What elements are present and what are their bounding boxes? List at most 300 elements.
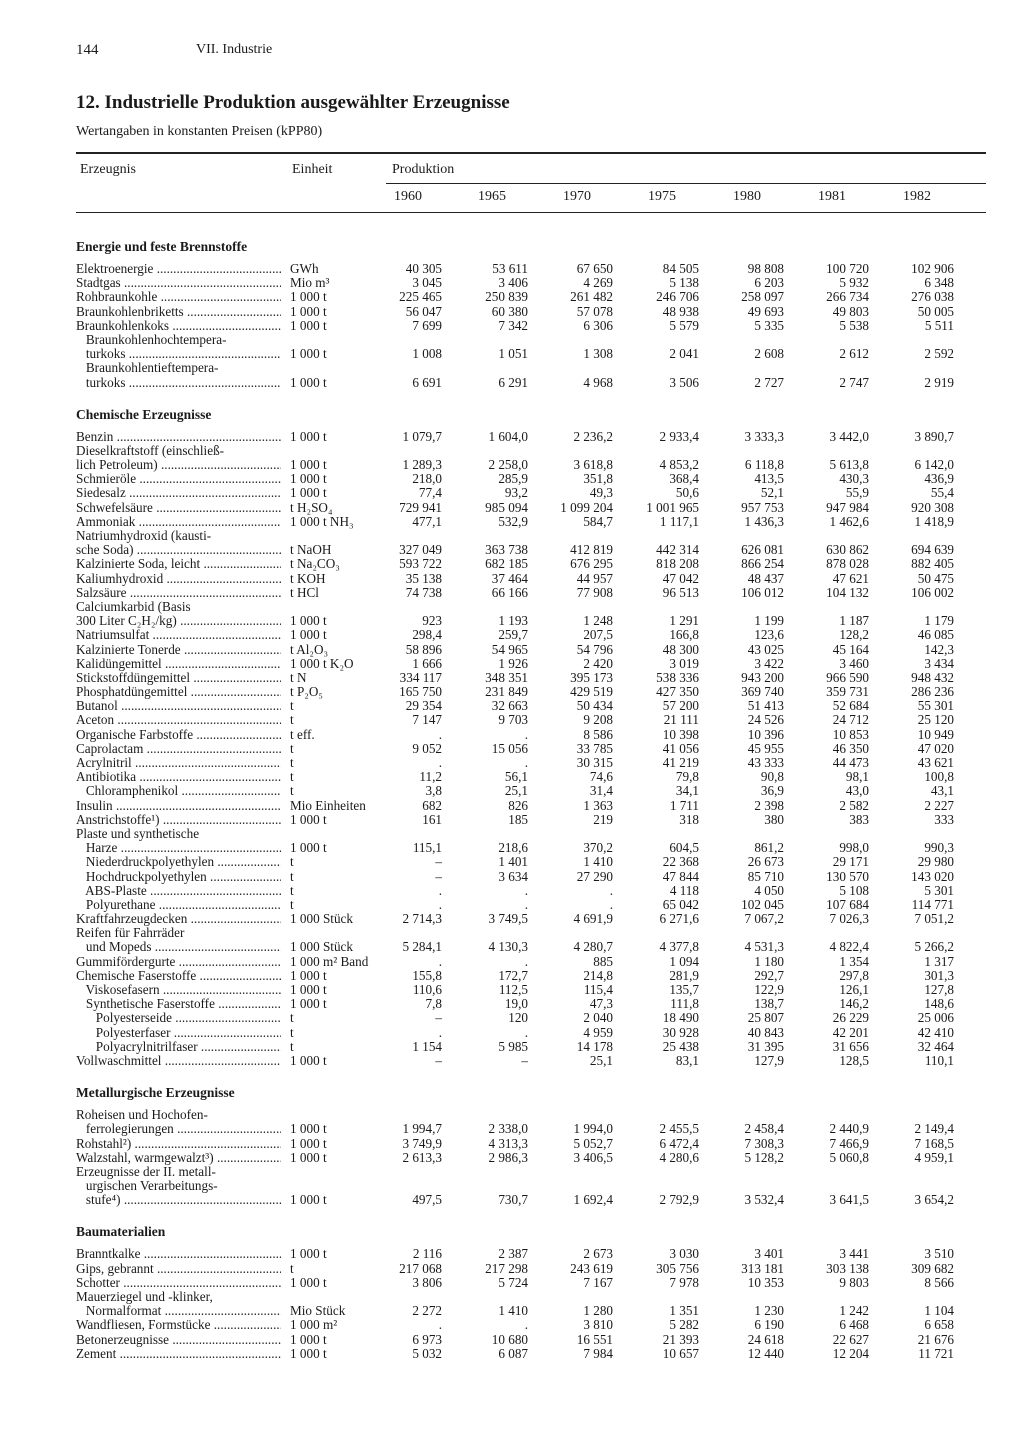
product-name: Roheisen und Hochofen- bbox=[76, 1108, 208, 1123]
value-cell: 369 740 bbox=[741, 684, 784, 700]
table-row bbox=[76, 1347, 986, 1361]
unit-cell: t Na₂CO₃ bbox=[290, 556, 340, 572]
table-body bbox=[76, 232, 986, 1361]
value-cell: 297,8 bbox=[839, 967, 869, 983]
unit-cell: t bbox=[290, 740, 294, 756]
value-cell: 41 056 bbox=[662, 740, 699, 756]
value-cell: 3 441 bbox=[839, 1246, 869, 1262]
product-name: Natriumsulfat ..... bbox=[76, 628, 281, 642]
table-row bbox=[76, 305, 986, 319]
value-cell: 7 067,2 bbox=[744, 911, 784, 927]
value-cell: 383 bbox=[849, 811, 869, 827]
product-name: Caprolactam ..... bbox=[76, 742, 281, 756]
value-cell: 327 049 bbox=[399, 542, 442, 558]
value-cell: 947 984 bbox=[826, 499, 869, 515]
value-cell: 1 604,0 bbox=[488, 428, 528, 444]
unit-cell: GWh bbox=[290, 261, 319, 276]
value-cell: 3 460 bbox=[839, 655, 869, 671]
value-cell: . bbox=[609, 882, 613, 898]
value-cell: 12 204 bbox=[832, 1345, 869, 1361]
product-name: Viskosefasern ..... bbox=[76, 983, 281, 997]
value-cell: 2 420 bbox=[583, 655, 613, 671]
value-cell: 22 368 bbox=[662, 854, 699, 870]
table-row bbox=[76, 290, 986, 304]
value-cell: 10 657 bbox=[662, 1345, 699, 1361]
value-cell: 43 621 bbox=[917, 755, 954, 770]
value-cell: . bbox=[438, 896, 442, 912]
value-cell: 18 490 bbox=[662, 1010, 699, 1026]
unit-cell: 1 000 t bbox=[290, 967, 327, 983]
table-row bbox=[76, 458, 986, 472]
product-name: Chemische Faserstoffe ..... bbox=[76, 969, 281, 983]
table-row bbox=[76, 713, 986, 727]
value-cell: 47 042 bbox=[662, 570, 699, 586]
unit-cell: t P₂O₅ bbox=[290, 684, 324, 700]
value-cell: 2 792,9 bbox=[659, 1192, 699, 1208]
product-name: Braunkohlentieftempera- bbox=[76, 361, 219, 376]
table-row bbox=[76, 1040, 986, 1054]
value-cell: 8 566 bbox=[924, 1274, 954, 1290]
value-cell: 25 120 bbox=[917, 712, 954, 728]
value-cell: 29 354 bbox=[405, 698, 442, 714]
table-row bbox=[76, 1026, 986, 1040]
value-cell: 7 051,2 bbox=[914, 911, 954, 927]
table-subtitle: Wertangaben in konstanten Preisen (kPP80) bbox=[76, 124, 323, 139]
value-cell: 3 442,0 bbox=[829, 428, 869, 444]
value-cell: 477,1 bbox=[412, 513, 442, 529]
value-cell: 532,9 bbox=[498, 513, 528, 529]
value-cell: 990,3 bbox=[924, 840, 954, 856]
value-cell: 3 618,8 bbox=[573, 457, 613, 473]
value-cell: 66 166 bbox=[491, 584, 528, 600]
value-cell: 34,1 bbox=[675, 783, 699, 799]
value-cell: 2 398 bbox=[754, 797, 784, 813]
product-name: 300 Liter C₂H₂/kg) ..... bbox=[76, 614, 281, 628]
section-gap bbox=[76, 390, 986, 400]
value-cell: 2 747 bbox=[839, 374, 869, 390]
value-cell: 243 619 bbox=[570, 1260, 613, 1276]
value-cell: . bbox=[524, 1024, 528, 1040]
value-cell: 3 810 bbox=[583, 1317, 613, 1333]
product-name: Benzin ..... bbox=[76, 430, 281, 444]
value-cell: 2 149,4 bbox=[914, 1121, 954, 1137]
value-cell: 25 807 bbox=[747, 1010, 784, 1026]
value-cell: 1 994,0 bbox=[573, 1121, 613, 1137]
value-cell: 1 994,7 bbox=[402, 1121, 442, 1137]
product-name: Polyesterfaser ..... bbox=[76, 1026, 281, 1040]
value-cell: 694 639 bbox=[911, 542, 954, 558]
value-cell: 9 703 bbox=[498, 712, 528, 728]
value-cell: 74,6 bbox=[589, 769, 613, 785]
value-cell: 370,2 bbox=[583, 840, 613, 856]
value-cell: . bbox=[438, 882, 442, 898]
row-label-continuation bbox=[76, 529, 986, 543]
value-cell: 1 351 bbox=[669, 1303, 699, 1319]
value-cell: 130 570 bbox=[826, 868, 869, 884]
value-cell: 15 056 bbox=[491, 740, 528, 756]
table-row bbox=[76, 1247, 986, 1261]
value-cell: 630 862 bbox=[826, 542, 869, 558]
value-cell: 102 906 bbox=[911, 261, 954, 276]
value-cell: 861,2 bbox=[754, 840, 784, 856]
value-cell: 6 691 bbox=[412, 374, 442, 390]
value-cell: 380 bbox=[764, 811, 784, 827]
unit-cell: 1 000 t bbox=[290, 485, 327, 501]
value-cell: 127,8 bbox=[924, 982, 954, 997]
value-cell: 1 289,3 bbox=[402, 457, 442, 473]
value-cell: 292,7 bbox=[754, 967, 784, 983]
product-name: Betonerzeugnisse ..... bbox=[76, 1333, 281, 1347]
value-cell: 1 410 bbox=[498, 1303, 528, 1319]
value-cell: 395 173 bbox=[570, 669, 613, 685]
value-cell: 427 350 bbox=[656, 684, 699, 700]
table-row bbox=[76, 276, 986, 290]
value-cell: 166,8 bbox=[669, 627, 699, 643]
value-cell: 2 673 bbox=[583, 1246, 613, 1262]
value-cell: 9 208 bbox=[583, 712, 613, 728]
value-cell: 1 666 bbox=[412, 655, 442, 671]
value-cell: 2 986,3 bbox=[488, 1149, 528, 1165]
product-name: Zement ..... bbox=[76, 1347, 281, 1361]
value-cell: 32 663 bbox=[491, 698, 528, 714]
section-heading: Metallurgische Erzeugnisse bbox=[76, 1085, 235, 1101]
value-cell: 54 965 bbox=[491, 641, 528, 657]
value-cell: 24 712 bbox=[832, 712, 869, 728]
table-row bbox=[76, 1276, 986, 1290]
product-name: Mauerziegel und -klinker, bbox=[76, 1290, 213, 1304]
value-cell: 29 980 bbox=[917, 854, 954, 870]
value-cell: 57 200 bbox=[662, 698, 699, 714]
value-cell: – bbox=[435, 854, 442, 870]
value-cell: 966 590 bbox=[826, 669, 869, 685]
row-label-continuation bbox=[76, 827, 986, 841]
value-cell: 442 314 bbox=[656, 542, 699, 558]
product-name: Organische Farbstoffe ..... bbox=[76, 728, 281, 742]
product-name: sche Soda) ..... bbox=[76, 543, 281, 557]
table-row bbox=[76, 870, 986, 884]
value-cell: 21 393 bbox=[662, 1331, 699, 1347]
value-cell: 266 734 bbox=[826, 289, 869, 305]
table-row bbox=[76, 884, 986, 898]
value-cell: 334 117 bbox=[399, 669, 442, 685]
value-cell: 4 968 bbox=[583, 374, 613, 390]
table-row bbox=[76, 955, 986, 969]
product-name: Niederdruckpolyethylen ..... bbox=[76, 855, 281, 869]
value-cell: 882 405 bbox=[911, 556, 954, 572]
unit-cell: Mio m³ bbox=[290, 275, 330, 291]
value-cell: 1 180 bbox=[754, 953, 784, 969]
product-name: Rohstahl²) ..... bbox=[76, 1137, 281, 1151]
year-header: 1975 bbox=[648, 189, 676, 204]
table-row bbox=[76, 969, 986, 983]
product-name: Stadtgas ..... bbox=[76, 276, 281, 290]
value-cell: 112,5 bbox=[498, 982, 528, 997]
value-cell: 22 627 bbox=[832, 1331, 869, 1347]
value-cell: 55 301 bbox=[917, 698, 954, 714]
value-cell: 5 266,2 bbox=[914, 939, 954, 955]
column-header-product: Erzeugnis bbox=[80, 162, 136, 177]
value-cell: 77 908 bbox=[576, 584, 613, 600]
unit-cell: Mio Stück bbox=[290, 1303, 346, 1319]
value-cell: 40 843 bbox=[747, 1024, 784, 1040]
value-cell: 26 673 bbox=[747, 854, 784, 870]
value-cell: 55,4 bbox=[930, 485, 954, 501]
table-row bbox=[76, 699, 986, 713]
table-row bbox=[76, 486, 986, 500]
value-cell: 6 271,6 bbox=[659, 911, 699, 927]
value-cell: 866 254 bbox=[741, 556, 784, 572]
value-cell: . bbox=[524, 882, 528, 898]
product-name: Phosphatdüngemittel ..... bbox=[76, 685, 281, 699]
value-cell: 6 973 bbox=[412, 1331, 442, 1347]
unit-cell: 1 000 t bbox=[290, 1345, 327, 1361]
value-cell: 42 201 bbox=[832, 1024, 869, 1040]
chapter-title: VII. Industrie bbox=[196, 42, 273, 57]
table-row bbox=[76, 319, 986, 333]
value-cell: 3 749,5 bbox=[488, 911, 528, 927]
section-heading: Baumaterialien bbox=[76, 1224, 166, 1240]
row-label-continuation bbox=[76, 444, 986, 458]
value-cell: 218,0 bbox=[412, 471, 442, 487]
table-row bbox=[76, 855, 986, 869]
value-cell: 5 052,7 bbox=[573, 1135, 613, 1151]
value-cell: 47,3 bbox=[589, 996, 613, 1012]
value-cell: . bbox=[438, 726, 442, 742]
value-cell: 4 269 bbox=[583, 275, 613, 291]
value-cell: 2 440,9 bbox=[829, 1121, 869, 1137]
value-cell: 231 849 bbox=[485, 684, 528, 700]
value-cell: 50 475 bbox=[917, 570, 954, 586]
product-name: Erzeugnisse der II. metall- bbox=[76, 1164, 216, 1179]
value-cell: 6 190 bbox=[754, 1317, 784, 1333]
value-cell: 1 242 bbox=[839, 1303, 869, 1319]
value-cell: 41 219 bbox=[662, 755, 699, 770]
value-cell: 436,9 bbox=[924, 471, 954, 487]
value-cell: 47 621 bbox=[832, 570, 869, 586]
value-cell: 54 796 bbox=[576, 641, 613, 657]
value-cell: 351,8 bbox=[583, 471, 613, 487]
unit-cell: 1 000 m² bbox=[290, 1317, 338, 1333]
product-name: Kalzinierte Soda, leicht ..... bbox=[76, 557, 281, 571]
value-cell: 115,4 bbox=[583, 982, 613, 997]
value-cell: 128,2 bbox=[839, 627, 869, 643]
product-name: Anstrichstoffe¹) ..... bbox=[76, 813, 281, 827]
table-row bbox=[76, 784, 986, 798]
table-row bbox=[76, 430, 986, 444]
value-cell: 19,0 bbox=[504, 996, 528, 1012]
row-label-continuation bbox=[76, 333, 986, 347]
value-cell: 1 401 bbox=[498, 854, 528, 870]
value-cell: 3 422 bbox=[754, 655, 784, 671]
value-cell: 25 438 bbox=[662, 1038, 699, 1054]
unit-cell: 1 000 t bbox=[290, 1149, 327, 1165]
product-name: Elektroenergie ..... bbox=[76, 262, 281, 276]
unit-cell: t bbox=[290, 769, 294, 785]
value-cell: 100,8 bbox=[924, 769, 954, 785]
value-cell: 2 592 bbox=[924, 346, 954, 362]
value-cell: 1 418,9 bbox=[914, 513, 954, 529]
value-cell: 2 258,0 bbox=[488, 457, 528, 473]
value-cell: 3 890,7 bbox=[914, 428, 954, 444]
value-cell: 48 300 bbox=[662, 641, 699, 657]
value-cell: 943 200 bbox=[741, 669, 784, 685]
value-cell: 682 bbox=[422, 797, 442, 813]
value-cell: 250 839 bbox=[485, 289, 528, 305]
value-cell: 6 348 bbox=[924, 275, 954, 291]
value-cell: 25 006 bbox=[917, 1010, 954, 1026]
table-row bbox=[76, 347, 986, 361]
value-cell: 682 185 bbox=[485, 556, 528, 572]
value-cell: . bbox=[524, 896, 528, 912]
value-cell: 1 280 bbox=[583, 1303, 613, 1319]
value-cell: 93,2 bbox=[504, 485, 528, 501]
unit-cell: 1 000 t bbox=[290, 840, 327, 856]
value-cell: 1 117,1 bbox=[659, 513, 699, 529]
value-cell: 104 132 bbox=[826, 584, 869, 600]
product-name: Kaliumhydroxid ..... bbox=[76, 572, 281, 586]
value-cell: 7 026,3 bbox=[829, 911, 869, 927]
page-number: 144 bbox=[76, 42, 99, 58]
product-name: Salzsäure ..... bbox=[76, 586, 281, 600]
value-cell: 84 505 bbox=[662, 261, 699, 276]
value-cell: 258 097 bbox=[741, 289, 784, 305]
value-cell: 5 511 bbox=[924, 317, 954, 333]
unit-cell: t bbox=[290, 1038, 294, 1054]
value-cell: 6 118,8 bbox=[744, 457, 784, 473]
value-cell: 85 710 bbox=[747, 868, 784, 884]
product-name: Polyacrylnitrilfaser ..... bbox=[76, 1040, 281, 1054]
unit-cell: t KOH bbox=[290, 570, 326, 586]
value-cell: 56,1 bbox=[504, 769, 528, 785]
table-row bbox=[76, 614, 986, 628]
value-cell: – bbox=[435, 1010, 442, 1026]
value-cell: 3,8 bbox=[425, 783, 442, 799]
value-cell: 7 978 bbox=[669, 1274, 699, 1290]
value-cell: 47 020 bbox=[917, 740, 954, 756]
value-cell: 3 333,3 bbox=[744, 428, 784, 444]
value-cell: 286 236 bbox=[911, 684, 954, 700]
production-rule bbox=[386, 183, 986, 184]
value-cell: 45 164 bbox=[832, 641, 869, 657]
value-cell: 2 236,2 bbox=[573, 428, 613, 444]
unit-cell: 1 000 t bbox=[290, 1274, 327, 1290]
table-title: 12. Industrielle Produktion ausgewählter Erzeugnisse bbox=[76, 92, 510, 113]
product-name: Polyesterseide ..... bbox=[76, 1011, 281, 1025]
table-row bbox=[76, 685, 986, 699]
value-cell: 25,1 bbox=[504, 783, 528, 799]
year-header: 1980 bbox=[733, 189, 761, 204]
value-cell: 11 721 bbox=[918, 1345, 954, 1361]
value-cell: 46 085 bbox=[917, 627, 954, 643]
product-name: Vollwaschmittel ..... bbox=[76, 1054, 281, 1068]
unit-cell: 1 000 Stück bbox=[290, 911, 354, 927]
value-cell: 83,1 bbox=[675, 1052, 699, 1068]
value-cell: 4 531,3 bbox=[744, 939, 784, 955]
value-cell: 106 002 bbox=[911, 584, 954, 600]
value-cell: 2 338,0 bbox=[488, 1121, 528, 1137]
product-name: Acrylnitril ..... bbox=[76, 756, 281, 770]
value-cell: 318 bbox=[679, 811, 699, 827]
value-cell: 10 853 bbox=[832, 726, 869, 742]
value-cell: – bbox=[435, 1052, 442, 1068]
value-cell: 5 284,1 bbox=[402, 939, 442, 955]
value-cell: 24 526 bbox=[747, 712, 784, 728]
row-label-continuation bbox=[76, 361, 986, 375]
unit-cell: t bbox=[290, 712, 294, 728]
table-row bbox=[76, 1137, 986, 1151]
value-cell: 100 720 bbox=[826, 261, 869, 276]
value-cell: 305 756 bbox=[656, 1260, 699, 1276]
value-cell: 135,7 bbox=[669, 982, 699, 997]
value-cell: 218,6 bbox=[498, 840, 528, 856]
value-cell: 2 727 bbox=[754, 374, 784, 390]
value-cell: 10 396 bbox=[747, 726, 784, 742]
value-cell: 2 227 bbox=[924, 797, 954, 813]
value-cell: 430,3 bbox=[839, 471, 869, 487]
value-cell: 2 387 bbox=[498, 1246, 528, 1262]
value-cell: 3 749,9 bbox=[402, 1135, 442, 1151]
value-cell: 10 398 bbox=[662, 726, 699, 742]
value-cell: 155,8 bbox=[412, 967, 442, 983]
value-cell: 6 142,0 bbox=[914, 457, 954, 473]
value-cell: 143 020 bbox=[911, 868, 954, 884]
unit-cell: t NaOH bbox=[290, 542, 332, 558]
value-cell: 30 928 bbox=[662, 1024, 699, 1040]
section-gap bbox=[76, 1068, 986, 1078]
value-cell: 36,9 bbox=[760, 783, 784, 799]
product-name: Dieselkraftstoff (einschließ- bbox=[76, 443, 225, 458]
value-cell: 43 025 bbox=[747, 641, 784, 657]
value-cell: 359 731 bbox=[826, 684, 869, 700]
value-cell: 818 208 bbox=[656, 556, 699, 572]
product-name: ABS-Plaste ..... bbox=[76, 884, 281, 898]
value-cell: 146,2 bbox=[839, 996, 869, 1012]
unit-cell: 1 000 t bbox=[290, 1052, 327, 1068]
product-name: Ammoniak ..... bbox=[76, 515, 281, 529]
value-cell: 120 bbox=[508, 1010, 528, 1026]
row-label-continuation bbox=[76, 1108, 986, 1122]
unit-cell: t bbox=[290, 1010, 294, 1026]
product-name: Plaste und synthetische bbox=[76, 826, 200, 841]
table-row bbox=[76, 728, 986, 742]
product-name: Polyurethane ..... bbox=[76, 898, 281, 912]
value-cell: 14 178 bbox=[576, 1038, 613, 1054]
value-cell: 6 306 bbox=[583, 317, 613, 333]
value-cell: 9 803 bbox=[839, 1274, 869, 1290]
value-cell: 2 608 bbox=[754, 346, 784, 362]
header-bottom-rule bbox=[76, 212, 986, 213]
value-cell: 5 128,2 bbox=[744, 1149, 784, 1165]
value-cell: 1 711 bbox=[669, 797, 699, 813]
value-cell: 172,7 bbox=[498, 967, 528, 983]
value-cell: 923 bbox=[422, 613, 442, 629]
value-cell: 217 298 bbox=[485, 1260, 528, 1276]
value-cell: 313 181 bbox=[741, 1260, 784, 1276]
value-cell: 1 692,4 bbox=[573, 1192, 613, 1208]
table-row bbox=[76, 912, 986, 926]
product-name: Reifen für Fahrräder bbox=[76, 926, 185, 941]
table-row bbox=[76, 376, 986, 390]
product-name: Chloramphenikol ..... bbox=[76, 784, 281, 798]
value-cell: 31,4 bbox=[589, 783, 613, 799]
value-cell: 281,9 bbox=[669, 967, 699, 983]
header-top-rule bbox=[76, 152, 986, 154]
value-cell: 16 551 bbox=[576, 1331, 613, 1347]
value-cell: 604,5 bbox=[669, 840, 699, 856]
table-row bbox=[76, 472, 986, 486]
value-cell: 43,0 bbox=[845, 783, 869, 799]
product-name: turkoks ..... bbox=[76, 376, 281, 390]
